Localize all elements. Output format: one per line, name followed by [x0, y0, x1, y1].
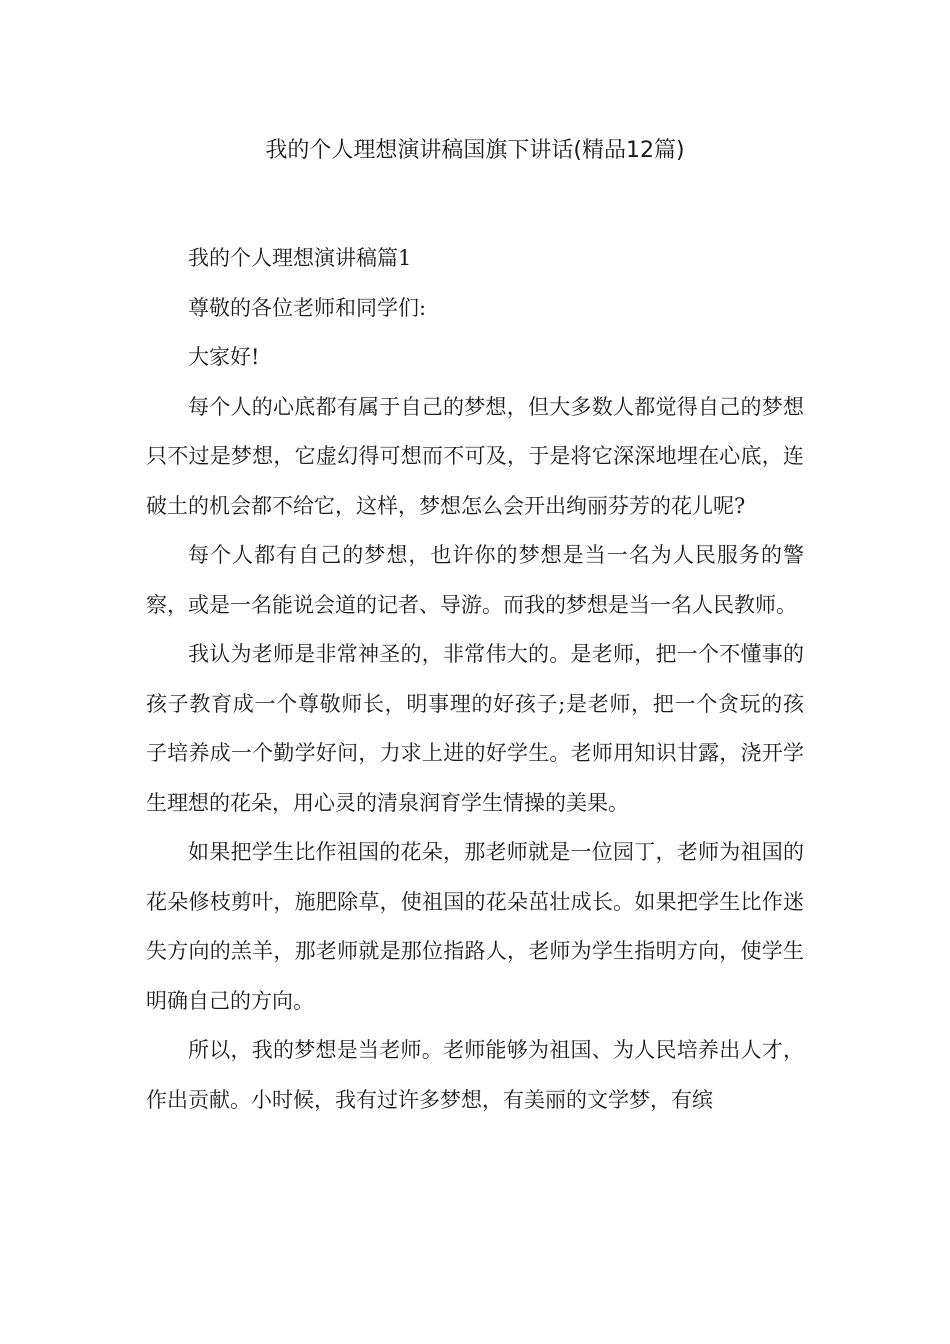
paragraph: 所以，我的梦想是当老师。老师能够为祖国、为人民培养出人才，作出贡献。小时候，我有过许多梦想，有美丽的文学梦，有缤	[146, 1038, 804, 1112]
greeting: 大家好!	[188, 345, 260, 369]
section-heading: 我的个人理想演讲稿篇1	[188, 246, 412, 270]
salutation: 尊敬的各位老师和同学们:	[188, 295, 427, 320]
paragraph: 如果把学生比作祖国的花朵，那老师就是一位园丁，老师为祖国的花朵修枝剪叶，施肥除草，使祖国的花朵茁壮成长。如果把学生比作迷失方向的羔羊，那老师就是那位指路人，老师为学生指明方向，使学生明确自己的方向。	[146, 840, 804, 1013]
paragraph: 我认为老师是非常神圣的，非常伟大的。是老师，把一个不懂事的孩子教育成一个尊敬师长，明事理的好孩子;是老师，把一个贪玩的孩子培养成一个勤学好问，力求上进的好学生。老师用知识甘露，浇开学生理想的花朵，用心灵的清泉润育学生情操的美果。	[146, 642, 804, 815]
document-body	[146, 234, 804, 1125]
paragraph: 每个人的心底都有属于自己的梦想，但大多数人都觉得自己的梦想只不过是梦想，它虚幻得可想而不可及，于是将它深深地埋在心底，连破土的机会都不给它，这样，梦想怎么会开出绚丽芬芳的花儿呢?	[146, 394, 804, 518]
paragraph: 每个人都有自己的梦想，也许你的梦想是当一名为人民服务的警察，或是一名能说会道的记者、导游。而我的梦想是当一名人民教师。	[146, 543, 804, 617]
document-title: 我的个人理想演讲稿国旗下讲话(精品12篇)	[265, 138, 685, 163]
